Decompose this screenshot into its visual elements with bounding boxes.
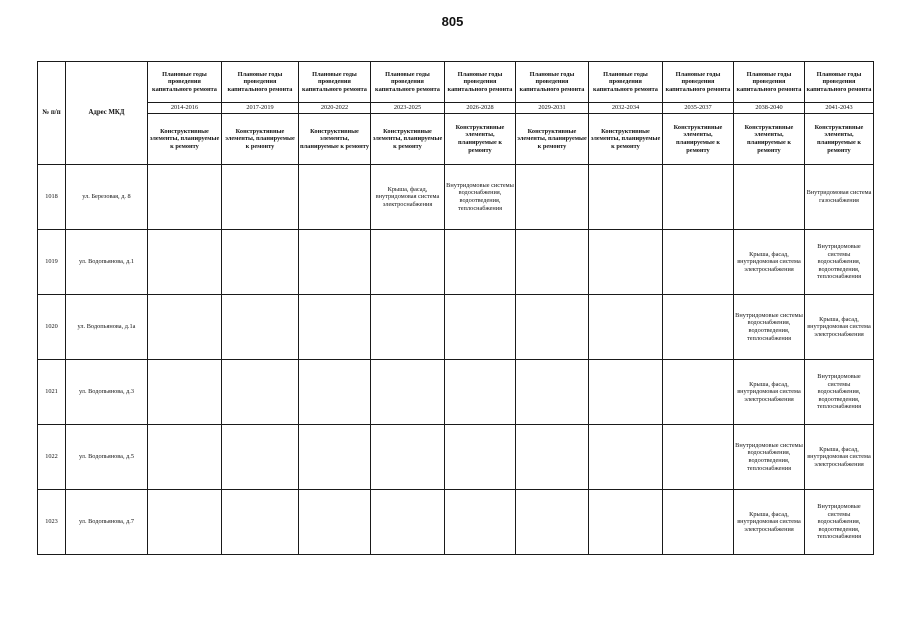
planned-elements-cell: Крыша, фасад, внутридомовая система электроснабжения: [734, 490, 805, 555]
table-row: [38, 165, 874, 230]
table-row: [38, 490, 874, 555]
planned-elements-cell: [516, 165, 589, 230]
planned-elements-cell: Внутридомовые системы водоснабжения, водоотведения, теплоснабжения: [805, 360, 874, 425]
header-period-years: 2029-2031: [516, 103, 589, 114]
planned-elements-cell: Крыша, фасад, внутридомовая система электроснабжения: [734, 360, 805, 425]
header-period-subtitle: Конструктивные элементы, планируемые к ремонту: [222, 114, 299, 165]
planned-elements-cell: [299, 230, 371, 295]
planned-elements-cell: [222, 490, 299, 555]
planned-elements-cell: [445, 295, 516, 360]
planned-elements-cell: [148, 360, 222, 425]
planned-elements-cell: [734, 165, 805, 230]
header-period-years: 2032-2034: [589, 103, 663, 114]
header-period-subtitle: Конструктивные элементы, планируемые к ремонту: [148, 114, 222, 165]
header-period-years: 2014-2016: [148, 103, 222, 114]
header-period-subtitle: Конструктивные элементы, планируемые к ремонту: [299, 114, 371, 165]
header-address: Адрес МКД: [66, 62, 148, 165]
header-row-subtitle: [38, 114, 874, 165]
header-period-title: Плановые годы проведения капитального ремонта: [663, 62, 734, 103]
row-number: 1019: [38, 230, 66, 295]
header-period-title: Плановые годы проведения капитального ремонта: [299, 62, 371, 103]
planned-elements-cell: Крыша, фасад, внутридомовая система электроснабжения: [805, 425, 874, 490]
planned-elements-cell: [299, 165, 371, 230]
header-period-years: 2035-2037: [663, 103, 734, 114]
table-row: [38, 295, 874, 360]
capital-repair-table: [37, 61, 874, 555]
planned-elements-cell: [589, 295, 663, 360]
planned-elements-cell: [663, 295, 734, 360]
header-period-subtitle: Конструктивные элементы, планируемые к ремонту: [589, 114, 663, 165]
header-period-subtitle: Конструктивные элементы, планируемые к ремонту: [445, 114, 516, 165]
planned-elements-cell: [589, 230, 663, 295]
header-period-years: 2038-2040: [734, 103, 805, 114]
planned-elements-cell: [445, 360, 516, 425]
header-row-years: [38, 103, 874, 114]
planned-elements-cell: [371, 360, 445, 425]
planned-elements-cell: [148, 165, 222, 230]
planned-elements-cell: [148, 490, 222, 555]
planned-elements-cell: [589, 490, 663, 555]
header-period-years: 2017-2019: [222, 103, 299, 114]
planned-elements-cell: [516, 425, 589, 490]
row-number: 1020: [38, 295, 66, 360]
planned-elements-cell: [222, 230, 299, 295]
planned-elements-cell: [663, 360, 734, 425]
planned-elements-cell: [516, 490, 589, 555]
header-period-title: Плановые годы проведения капитального ремонта: [734, 62, 805, 103]
row-address: ул. Водопьянова, д.7: [66, 490, 148, 555]
planned-elements-cell: Внутридомовые системы водоснабжения, водоотведения, теплоснабжения: [805, 230, 874, 295]
header-num: № п/п: [38, 62, 66, 165]
planned-elements-cell: [222, 425, 299, 490]
header-period-title: Плановые годы проведения капитального ремонта: [805, 62, 874, 103]
planned-elements-cell: [371, 230, 445, 295]
planned-elements-cell: [516, 230, 589, 295]
planned-elements-cell: [299, 295, 371, 360]
planned-elements-cell: [299, 490, 371, 555]
planned-elements-cell: [663, 165, 734, 230]
planned-elements-cell: Крыша, фасад, внутридомовая система электроснабжения: [805, 295, 874, 360]
planned-elements-cell: [445, 230, 516, 295]
header-row-title: [38, 62, 874, 103]
row-address: ул. Березовая, д. 8: [66, 165, 148, 230]
planned-elements-cell: Внутридомовые системы водоснабжения, водоотведения, теплоснабжения: [734, 425, 805, 490]
planned-elements-cell: [371, 425, 445, 490]
header-period-title: Плановые годы проведения капитального ремонта: [589, 62, 663, 103]
header-period-subtitle: Конструктивные элементы, планируемые к ремонту: [734, 114, 805, 165]
planned-elements-cell: Внутридомовая система газоснабжения: [805, 165, 874, 230]
planned-elements-cell: [589, 360, 663, 425]
planned-elements-cell: [222, 165, 299, 230]
planned-elements-cell: Крыша, фасад, внутридомовая система электроснабжения: [371, 165, 445, 230]
planned-elements-cell: [222, 295, 299, 360]
table-row: [38, 230, 874, 295]
planned-elements-cell: [222, 360, 299, 425]
planned-elements-cell: [371, 295, 445, 360]
table-body: [38, 165, 874, 555]
page-number: 805: [441, 14, 464, 29]
header-period-years: 2041-2043: [805, 103, 874, 114]
planned-elements-cell: [445, 425, 516, 490]
planned-elements-cell: [148, 425, 222, 490]
table-header: [38, 62, 874, 165]
planned-elements-cell: [148, 230, 222, 295]
planned-elements-cell: [516, 295, 589, 360]
header-period-title: Плановые годы проведения капитального ремонта: [516, 62, 589, 103]
row-number: 1021: [38, 360, 66, 425]
planned-elements-cell: Крыша, фасад, внутридомовая система электроснабжения: [734, 230, 805, 295]
planned-elements-cell: [589, 165, 663, 230]
planned-elements-cell: [299, 360, 371, 425]
header-period-subtitle: Конструктивные элементы, планируемые к ремонту: [663, 114, 734, 165]
planned-elements-cell: [663, 490, 734, 555]
header-period-subtitle: Конструктивные элементы, планируемые к ремонту: [371, 114, 445, 165]
planned-elements-cell: [299, 425, 371, 490]
planned-elements-cell: [663, 230, 734, 295]
planned-elements-cell: [516, 360, 589, 425]
table-row: [38, 360, 874, 425]
header-period-title: Плановые годы проведения капитального ремонта: [445, 62, 516, 103]
table-row: [38, 425, 874, 490]
header-period-years: 2026-2028: [445, 103, 516, 114]
header-period-title: Плановые годы проведения капитального ремонта: [148, 62, 222, 103]
row-number: 1023: [38, 490, 66, 555]
planned-elements-cell: [148, 295, 222, 360]
planned-elements-cell: Внутридомовые системы водоснабжения, водоотведения, теплоснабжения: [734, 295, 805, 360]
row-address: ул. Водопьянова, д.1: [66, 230, 148, 295]
row-number: 1018: [38, 165, 66, 230]
planned-elements-cell: [371, 490, 445, 555]
row-number: 1022: [38, 425, 66, 490]
header-period-title: Плановые годы проведения капитального ремонта: [371, 62, 445, 103]
header-period-years: 2023-2025: [371, 103, 445, 114]
row-address: ул. Водопьянова, д.5: [66, 425, 148, 490]
header-period-title: Плановые годы проведения капитального ремонта: [222, 62, 299, 103]
header-period-subtitle: Конструктивные элементы, планируемые к ремонту: [805, 114, 874, 165]
header-period-subtitle: Конструктивные элементы, планируемые к ремонту: [516, 114, 589, 165]
planned-elements-cell: Внутридомовые системы водоснабжения, водоотведения, теплоснабжения: [445, 165, 516, 230]
planned-elements-cell: [445, 490, 516, 555]
planned-elements-cell: [589, 425, 663, 490]
header-period-years: 2020-2022: [299, 103, 371, 114]
planned-elements-cell: Внутридомовые системы водоснабжения, водоотведения, теплоснабжения: [805, 490, 874, 555]
row-address: ул. Водопьянова, д.1а: [66, 295, 148, 360]
row-address: ул. Водопьянова, д.3: [66, 360, 148, 425]
planned-elements-cell: [663, 425, 734, 490]
